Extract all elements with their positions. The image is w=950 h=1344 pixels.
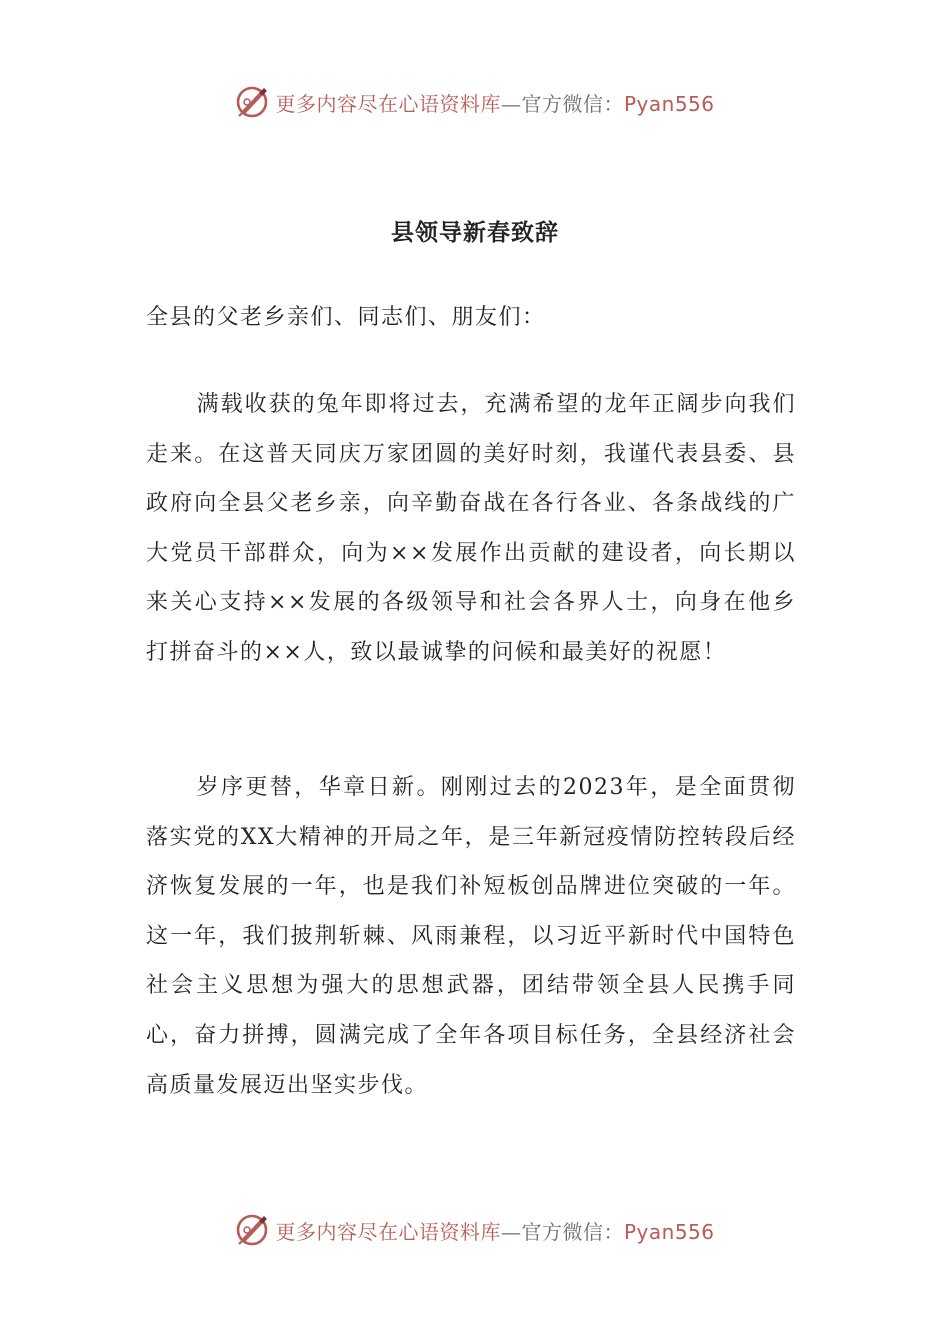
pen-circle-logo-icon <box>235 85 269 119</box>
banner-slogan: 更多内容尽在心语资料库 <box>275 1219 501 1244</box>
banner-dash: — <box>500 1219 522 1244</box>
document-title: 县领导新春致辞 <box>391 219 559 246</box>
banner-official-label: 官方微信： <box>521 1219 624 1244</box>
footer-banner <box>0 1208 950 1252</box>
banner-official-label: 官方微信： <box>521 91 624 116</box>
header-banner <box>0 80 950 124</box>
paragraph-1: 满载收获的兔年即将过去，充满希望的龙年正阔步向我们走来。在这普天同庆万家团圆的美好时刻，我谨代表县委、县政府向全县父老乡亲，向辛勤奋战在各行各业、各条战线的广大党员干部群众，向为××发展作出贡献的建设者，向长期以来关心支持××发展的各级领导和社会各界人士，向身在他乡打拼奋斗的××人，致以最诚挚的问候和最美好的祝愿！ <box>146 392 796 665</box>
banner-wechat-id: Pyan556 <box>623 1219 715 1244</box>
banner-text <box>275 1216 714 1245</box>
banner-text <box>275 88 714 117</box>
banner-slogan: 更多内容尽在心语资料库 <box>275 91 501 116</box>
banner-wechat-id: Pyan556 <box>623 91 715 116</box>
pen-circle-logo-icon <box>235 1213 269 1247</box>
banner-dash: — <box>500 91 522 116</box>
salutation: 全县的父老乡亲们、同志们、朋友们： <box>146 305 546 330</box>
paragraph-2: 岁序更替，华章日新。刚刚过去的2023年，是全面贯彻落实党的XX大精神的开局之年，是三年新冠疫情防控转段后经济恢复发展的一年，也是我们补短板创品牌进位突破的一年。这一年，我们披荆斩棘、风雨兼程，以习近平新时代中国特色社会主义思想为强大的思想武器，团结带领全县人民携手同心，奋力拼搏，圆满完成了全年各项目标任务，全县经济社会高质量发展迈出坚实步伐。 <box>146 775 796 1098</box>
